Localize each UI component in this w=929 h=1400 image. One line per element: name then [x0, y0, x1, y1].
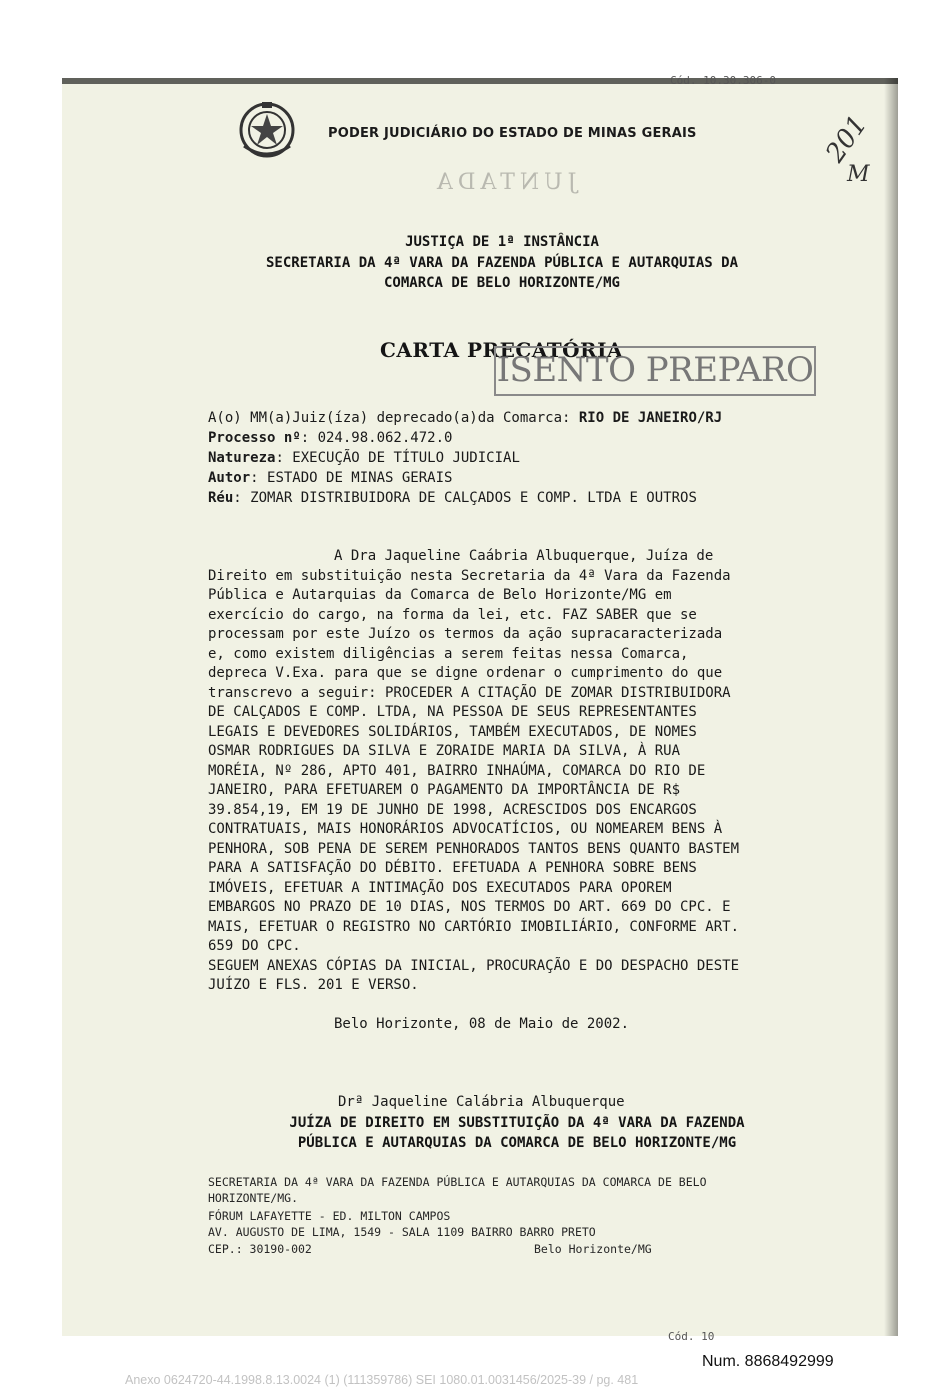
body-line: depreca V.Exa. para que se digne ordenar o cumprimento do que	[208, 665, 723, 681]
body-line: PENHORA, SOB PENA DE SEREM PENHORADOS TANTOS BENS QUANTO BASTEM	[208, 840, 740, 857]
body-line: exercício do cargo, na forma da lei, etc. FAZ SABER que se	[208, 606, 697, 623]
processo-value: : 024.98.062.472.0	[300, 430, 453, 446]
reu-label: Réu	[208, 490, 234, 506]
deprecado-line	[208, 408, 722, 428]
page-right-shadow	[884, 78, 898, 1336]
signature-name: Drª Jaqueline Calábria Albuquerque	[338, 1094, 625, 1110]
body-line: Direito em substituição nesta Secretaria da 4ª Vara da Fazenda	[208, 567, 731, 584]
footer-cep: CEP.: 30190-002	[208, 1242, 312, 1256]
handwritten-initial: M	[847, 162, 870, 187]
body-line: LEGAIS E DEVEDORES SOLIDÁRIOS, TAMBÉM EXECUTADOS, DE NOMES	[208, 723, 697, 740]
body-line: JUÍZO E FLS. 201 E VERSO.	[208, 977, 419, 993]
isento-preparo-stamp: ISENTO PREPARO	[494, 346, 816, 396]
body-line: JANEIRO, PARA EFETUAREM O PAGAMENTO DA IMPORTÂNCIA DE R$	[208, 782, 681, 798]
footer-line-2: HORIZONTE/MG.	[208, 1191, 299, 1205]
autor-label: Autor	[208, 470, 251, 486]
autor-value: : ESTADO DE MINAS GERAIS	[250, 470, 453, 486]
body-line: EMBARGOS NO PRAZO DE 10 DIAS, NOS TERMOS DO ART. 669 DO CPC. E	[208, 899, 731, 915]
footer-line-3: FÓRUM LAFAYETTE - ED. MILTON CAMPOS	[208, 1209, 451, 1223]
title-line-3: COMARCA DE BELO HORIZONTE/MG	[383, 275, 620, 291]
code-bottom: Cód. 10	[668, 1330, 715, 1343]
signature-role-1: JUÍZA DE DIREITO EM SUBSTITUIÇÃO DA 4ª VARA DA FAZENDA	[289, 1115, 745, 1131]
signature-role-2: PÚBLICA E AUTARQUIAS DA COMARCA DE BELO HORIZONTE/MG	[297, 1135, 737, 1151]
body-line: PARA A SATISFAÇÃO DO DÉBITO. EFETUADA A PENHORA SOBRE BENS	[208, 860, 697, 876]
reu-line	[208, 488, 722, 508]
title-line-2: SECRETARIA DA 4ª VARA DA FAZENDA PÚBLICA E AUTARQUIAS DA	[265, 255, 738, 271]
coat-of-arms-icon	[238, 100, 296, 160]
body-line: CONTRATUAIS, MAIS HONORÁRIOS ADVOCATÍCIOS, OU NOMEAREM BENS À	[208, 821, 723, 837]
body-line: 39.854,19, EM 19 DE JUNHO DE 1998, ACRESCIDOS DOS ENCARGOS	[208, 801, 697, 818]
document-title: CARTA PRECATÓRIA	[380, 338, 624, 362]
court-name: PODER JUDICIÁRIO DO ESTADO DE MINAS GERAIS	[328, 126, 697, 141]
footer-line-1: SECRETARIA DA 4ª VARA DA FAZENDA PÚBLICA E AUTARQUIAS DA COMARCA DE BELO	[208, 1175, 707, 1189]
body-line: OSMAR RODRIGUES DA SILVA E ZORAIDE MARIA DA SILVA, À RUA	[208, 743, 681, 759]
body-line: processam por este Juízo os termos da ação supracaracterizada	[208, 626, 723, 642]
body-line: IMÓVEIS, EFETUAR A INTIMAÇÃO DOS EXECUTADOS PARA OPOREM	[208, 879, 672, 896]
body-line: SEGUEM ANEXAS CÓPIAS DA INICIAL, PROCURAÇÃO E DO DESPACHO DESTE	[208, 957, 740, 974]
natureza-label: Natureza	[208, 450, 276, 466]
attachment-reference: Anexo 0624720-44.1998.8.13.0024 (1) (111359786) SEI 1080.01.0031456/2025-39 / pg. 481	[125, 1373, 639, 1387]
body-line: DE CALÇADOS E COMP. LTDA, NA PESSOA DE SEUS REPRESENTANTES	[208, 704, 697, 720]
handwritten-page-number: 201	[820, 110, 874, 168]
body-line: A Dra Jaqueline Caábria Albuquerque, Juíza de	[334, 548, 714, 564]
deprecado-label: A(o) MM(a)Juiz(íza) deprecado(a)da Comarca:	[208, 410, 579, 426]
body-line: MAIS, EFETUAR O REGISTRO NO CARTÓRIO IMOBILIÁRIO, CONFORME ART.	[208, 918, 740, 935]
footer-line-4: AV. AUGUSTO DE LIMA, 1549 - SALA 1109 BAIRRO BARRO PRETO	[208, 1225, 596, 1239]
footer-city: Belo Horizonte/MG	[534, 1242, 652, 1256]
body-line: e, como existem diligências a serem feitas nessa Comarca,	[208, 645, 689, 662]
body-line: 659 DO CPC.	[208, 938, 301, 954]
body-line: Pública e Autarquias da Comarca de Belo Horizonte/MG em	[208, 587, 672, 603]
processo-label: Processo nº	[208, 430, 301, 446]
processo-line	[208, 428, 722, 448]
title-line-1: JUSTIÇA DE 1ª INSTÂNCIA	[405, 234, 599, 250]
date-line: Belo Horizonte, 08 de Maio de 2002.	[334, 1016, 630, 1032]
natureza-value: : EXECUÇÃO DE TÍTULO JUDICIAL	[275, 450, 520, 466]
document-number: Num. 8868492999	[702, 1353, 834, 1370]
faint-stamp: JUNTADA	[432, 170, 577, 195]
code-top: Cód. 10.30.306-0	[670, 74, 776, 87]
deprecado-value: RIO DE JANEIRO/RJ	[578, 410, 723, 426]
case-info	[208, 408, 722, 508]
autor-line	[208, 468, 722, 488]
body-text	[208, 547, 824, 996]
natureza-line	[208, 448, 722, 468]
body-line: MORÉIA, Nº 286, APTO 401, BAIRRO INHAÚMA, COMARCA DO RIO DE	[208, 762, 706, 779]
scanned-page	[62, 74, 898, 1343]
body-line: transcrevo a seguir: PROCEDER A CITAÇÃO DE ZOMAR DISTRIBUIDORA	[208, 684, 731, 701]
reu-value: : ZOMAR DISTRIBUIDORA DE CALÇADOS E COMP. LTDA E OUTROS	[233, 490, 697, 506]
